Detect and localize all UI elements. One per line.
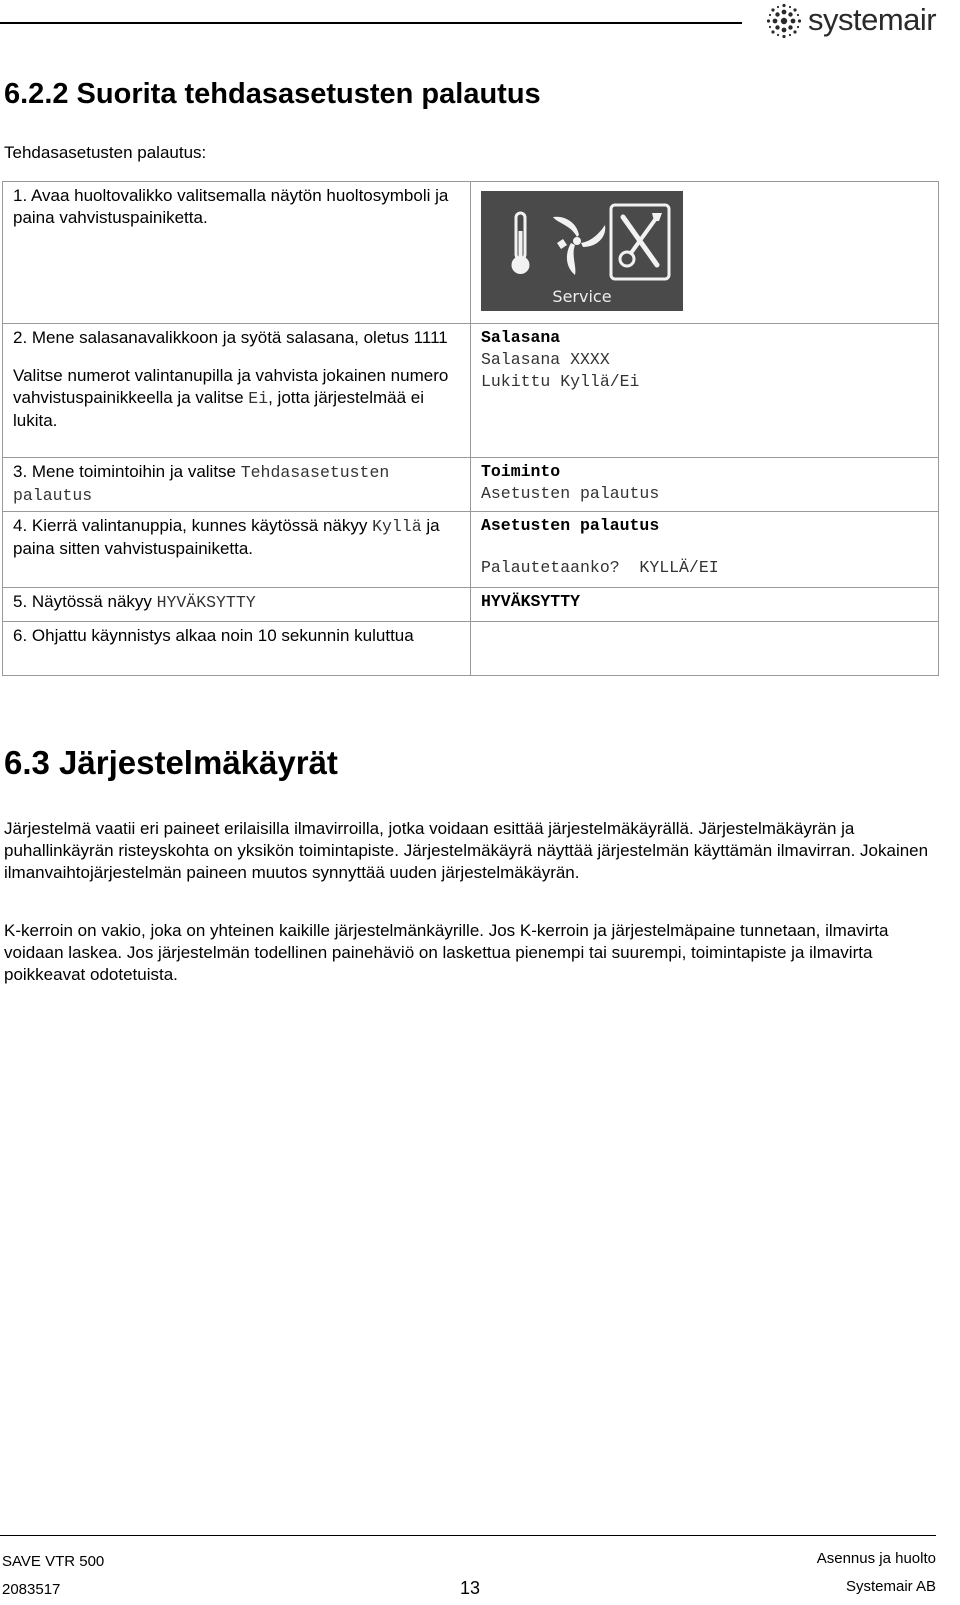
step-2-text-b: Valitse numerot valintanupilla ja vahvista jokainen numero vahvistuspainikkeella ja valitse Ei, jotta järjestelmää ei lukita.: [13, 366, 449, 430]
step-6-instruction: 6. Ohjattu käynnistys alkaa noin 10 sekunnin kuluttua: [3, 622, 471, 676]
section-title-63: 6.3 Järjestelmäkäyrät: [4, 744, 338, 781]
brand-name: systemair: [808, 2, 937, 37]
table-row: [3, 324, 939, 458]
service-screen-label: Service: [552, 287, 612, 306]
display-title: Toiminto: [481, 462, 561, 481]
section-title-622: 6.2.2 Suorita tehdasasetusten palautus: [4, 78, 541, 110]
table-row: [3, 512, 939, 588]
steps-table: [2, 181, 939, 676]
table-row: [3, 622, 939, 676]
step-5-display: [471, 588, 939, 622]
footer-company: Systemair AB: [845, 1578, 936, 1595]
step-4-instruction: 4. Kierrä valintanuppia, kunnes käytössä näkyy Kyllä ja paina sitten vahvistuspainiketta.: [3, 512, 471, 588]
display-line: Lukittu Kyllä/Ei: [481, 372, 640, 391]
footer-chapter: Asennus ja huolto: [816, 1550, 936, 1567]
step-1-display: [471, 182, 939, 324]
code-ei: Ei: [248, 389, 269, 408]
display-line: Asetusten palautus: [481, 484, 660, 503]
table-row: [3, 458, 939, 512]
code-hyvaksytty: HYVÄKSYTTY: [156, 593, 256, 612]
step-6-display: [471, 622, 939, 676]
table-row: [3, 588, 939, 622]
wrench-screwdriver-icon: [611, 205, 669, 279]
thermometer-icon: [512, 213, 530, 274]
step-1-text: 1. Avaa huoltovalikko valitsemalla näytön huoltosymboli ja paina vahvistuspainiketta.: [13, 186, 449, 227]
step-4-display: [471, 512, 939, 588]
step-2-instruction: [3, 324, 471, 458]
body-paragraph: K-kerroin on vakio, joka on yhteinen kaikille järjestelmänkäyrille. Jos K-kerroin ja järjestelmäpaine tunnetaan, ilmavirta voidaan laskea. Jos järjestelmän todellinen painehäviö on laskettua pienempi tai suurempi, toimintapiste ja ilmavirta poikkeavat odotetuista.: [4, 921, 889, 984]
step-2-display: [471, 324, 939, 458]
footer-product: SAVE VTR 500: [2, 1553, 105, 1570]
step-5-instruction: 5. Näytössä näkyy HYVÄKSYTTY: [3, 588, 471, 622]
footer-rule: [0, 1535, 936, 1536]
footer-page-number: 13: [460, 1578, 481, 1598]
step-2-text-a: 2. Mene salasanavalikkoon ja syötä salasana, oletus 1111: [13, 328, 448, 347]
display-line: Salasana XXXX: [481, 350, 610, 369]
display-title: Salasana: [481, 328, 561, 347]
table-row: [3, 182, 939, 324]
footer-doc-number: 2083517: [2, 1581, 61, 1598]
section-intro: Tehdasasetusten palautus:: [4, 143, 207, 162]
step-1-instruction: [3, 182, 471, 324]
systemair-logo: [764, 0, 960, 42]
step-3-instruction: 3. Mene toimintoihin ja valitse Tehdasasetusten palautus: [3, 458, 471, 512]
display-line: Palautetaanko? KYLLÄ/EI: [481, 558, 719, 577]
header-rule: [0, 22, 742, 24]
display-title: Asetusten palautus: [481, 516, 660, 535]
code-tehdasasetusten-palautus: Tehdasasetusten palautus: [13, 463, 390, 505]
code-kylla: Kyllä: [372, 517, 422, 536]
logo-dots-icon: [764, 3, 804, 39]
step-3-display: [471, 458, 939, 512]
service-screen-image: [481, 191, 683, 311]
display-title: HYVÄKSYTTY: [481, 592, 581, 611]
fan-icon: [553, 217, 605, 275]
body-paragraph: Järjestelmä vaatii eri paineet erilaisilla ilmavirroilla, jotka voidaan esittää järjestelmäkäyrällä. Järjestelmäkäyrän ja puhallinkäyrän risteyskohta on yksikön toimintapiste. Järjestelmäkäyrä näyttää järjestelmän käyttämän ilmavirran. Jokainen ilmanvaihtojärjestelmän paineen muutos synnyttää uuden järjestelmäkäyrän.: [4, 819, 929, 882]
